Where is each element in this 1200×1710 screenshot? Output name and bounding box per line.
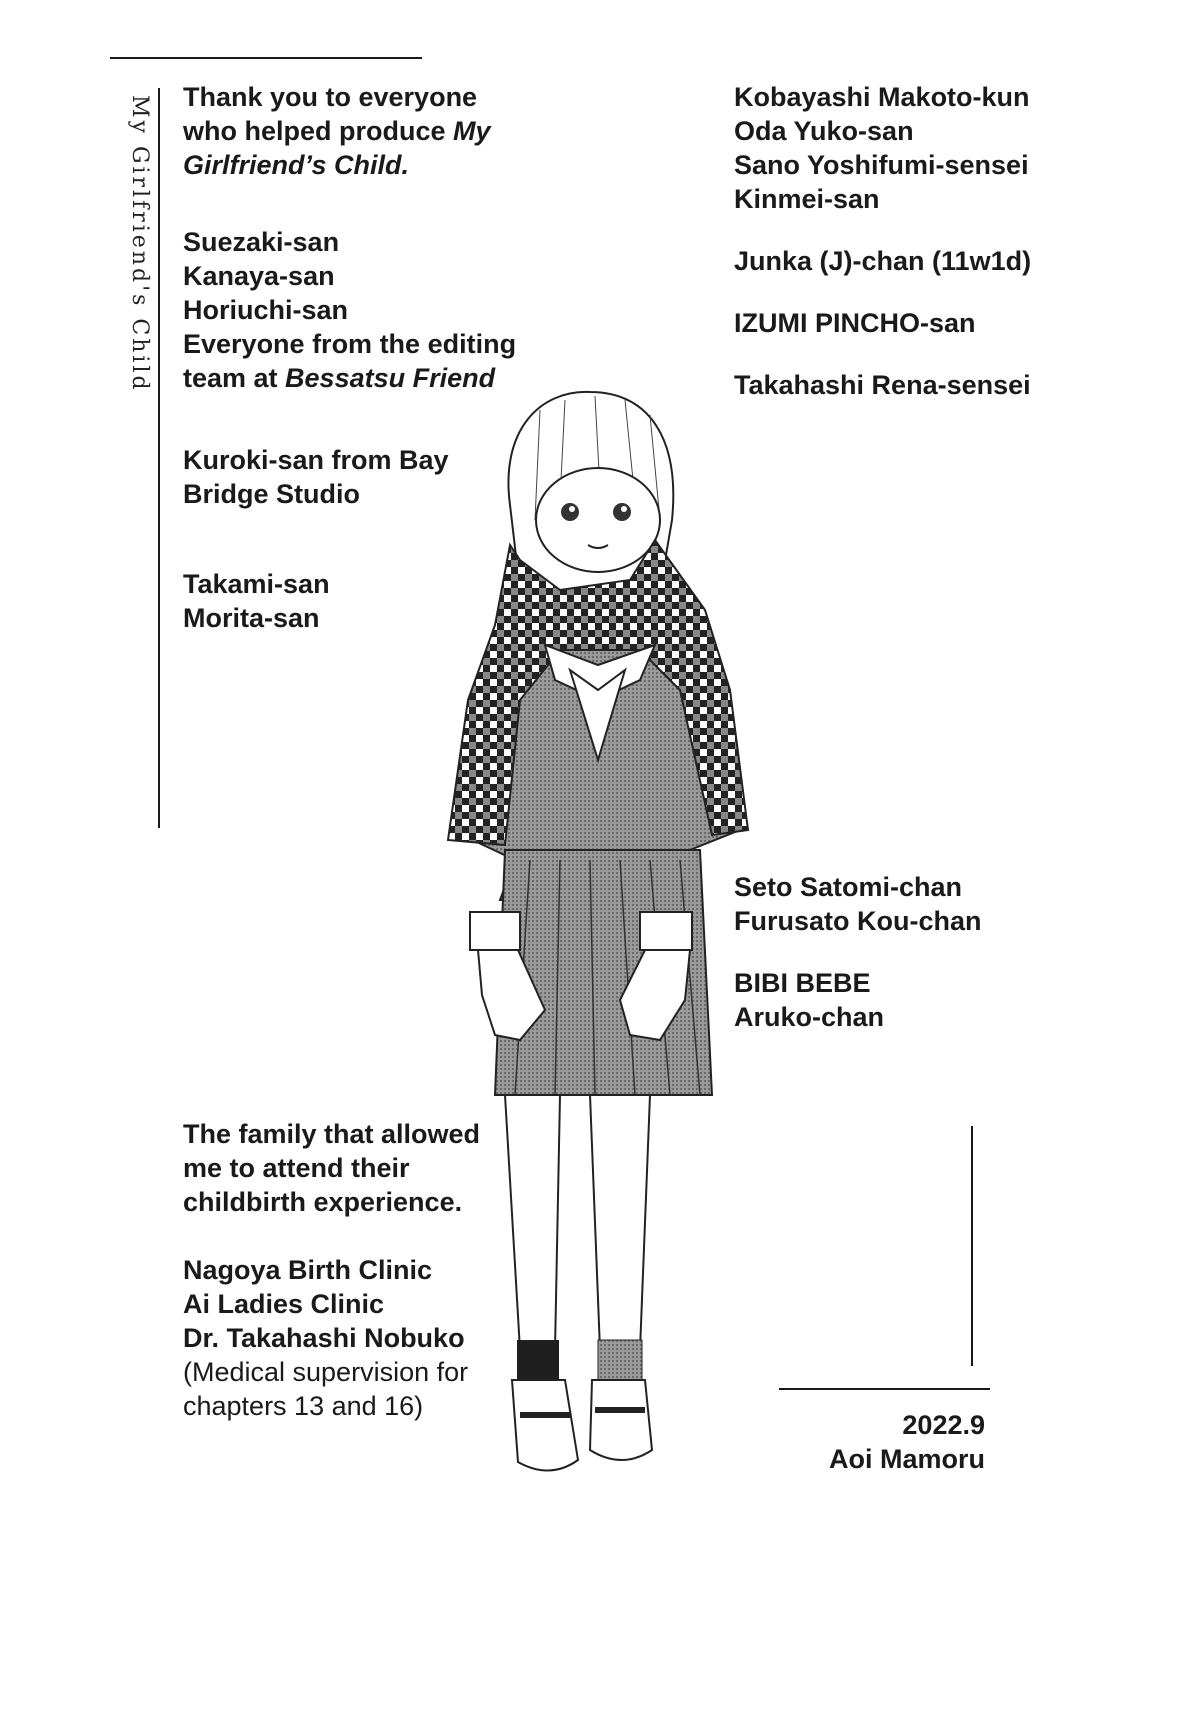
clinic-note: (Medical supervision for <box>183 1357 469 1387</box>
credit-name: Horiuchi-san <box>183 295 349 325</box>
credit-name: Seto Satomi-chan <box>734 872 963 902</box>
family-credit <box>183 1117 480 1423</box>
right-shoe <box>590 1380 652 1460</box>
left-leg <box>505 1095 560 1350</box>
credit-name: IZUMI PINCHO-san <box>734 308 976 338</box>
credit-name: Kobayashi Makoto-kun <box>734 82 1030 112</box>
right-credits-mid <box>734 870 982 1034</box>
signature-date: 2022.9 <box>902 1410 985 1440</box>
credit-line: me to attend their <box>183 1153 410 1183</box>
editors-list <box>183 225 516 395</box>
credit-name: Kuroki-san from Bay <box>183 445 449 475</box>
credit-name: Bridge Studio <box>183 479 360 509</box>
credit-name: Kinmei-san <box>734 184 880 214</box>
thanks-intro <box>183 80 491 182</box>
right-credits-top <box>734 80 1031 402</box>
signature-author: Aoi Mamoru <box>828 1444 985 1474</box>
left-shoe <box>512 1380 578 1471</box>
magazine-title: Bessatsu Friend <box>285 363 496 393</box>
clinic-name: Dr. Takahashi Nobuko <box>183 1323 465 1353</box>
credit-name: Junka (J)-chan (11w1d) <box>734 246 1032 276</box>
studio-credit <box>183 443 449 511</box>
work-title-part: My <box>453 116 491 146</box>
signature <box>760 1408 985 1476</box>
face <box>536 468 660 572</box>
credit-name: Oda Yuko-san <box>734 116 914 146</box>
intro-line <box>183 148 491 182</box>
credit-name: Everyone from the editing <box>183 329 517 359</box>
credit-name: Aruko-chan <box>734 1002 885 1032</box>
credit-name: Furusato Kou-chan <box>734 906 982 936</box>
credit-line: The family that allowed <box>183 1119 481 1149</box>
clinic-note: chapters 13 and 16) <box>183 1391 424 1421</box>
clinic-name: Ai Ladies Clinic <box>183 1289 385 1319</box>
vertical-series-title: My Girlfriend's Child <box>127 95 152 393</box>
clinic-name: Nagoya Birth Clinic <box>183 1255 433 1285</box>
credit-name: team at Bessatsu Friend <box>183 363 496 393</box>
intro-line: Thank you to everyone <box>183 82 478 112</box>
assistants-list <box>183 567 330 635</box>
credit-name: Takahashi Rena-sensei <box>734 370 1031 400</box>
intro-line: who helped produce My <box>183 116 491 146</box>
right-leg <box>590 1095 650 1350</box>
credit-line: childbirth experience. <box>183 1187 463 1217</box>
credit-name: BIBI BEBE <box>734 968 871 998</box>
credit-name: Takami-san <box>183 569 330 599</box>
credit-name: Suezaki-san <box>183 227 340 257</box>
credit-name: Kanaya-san <box>183 261 335 291</box>
credit-name: Sano Yoshifumi-sensei <box>734 150 1029 180</box>
work-title-part: Girlfriend’s Child. <box>183 150 410 180</box>
credit-name: Morita-san <box>183 603 320 633</box>
